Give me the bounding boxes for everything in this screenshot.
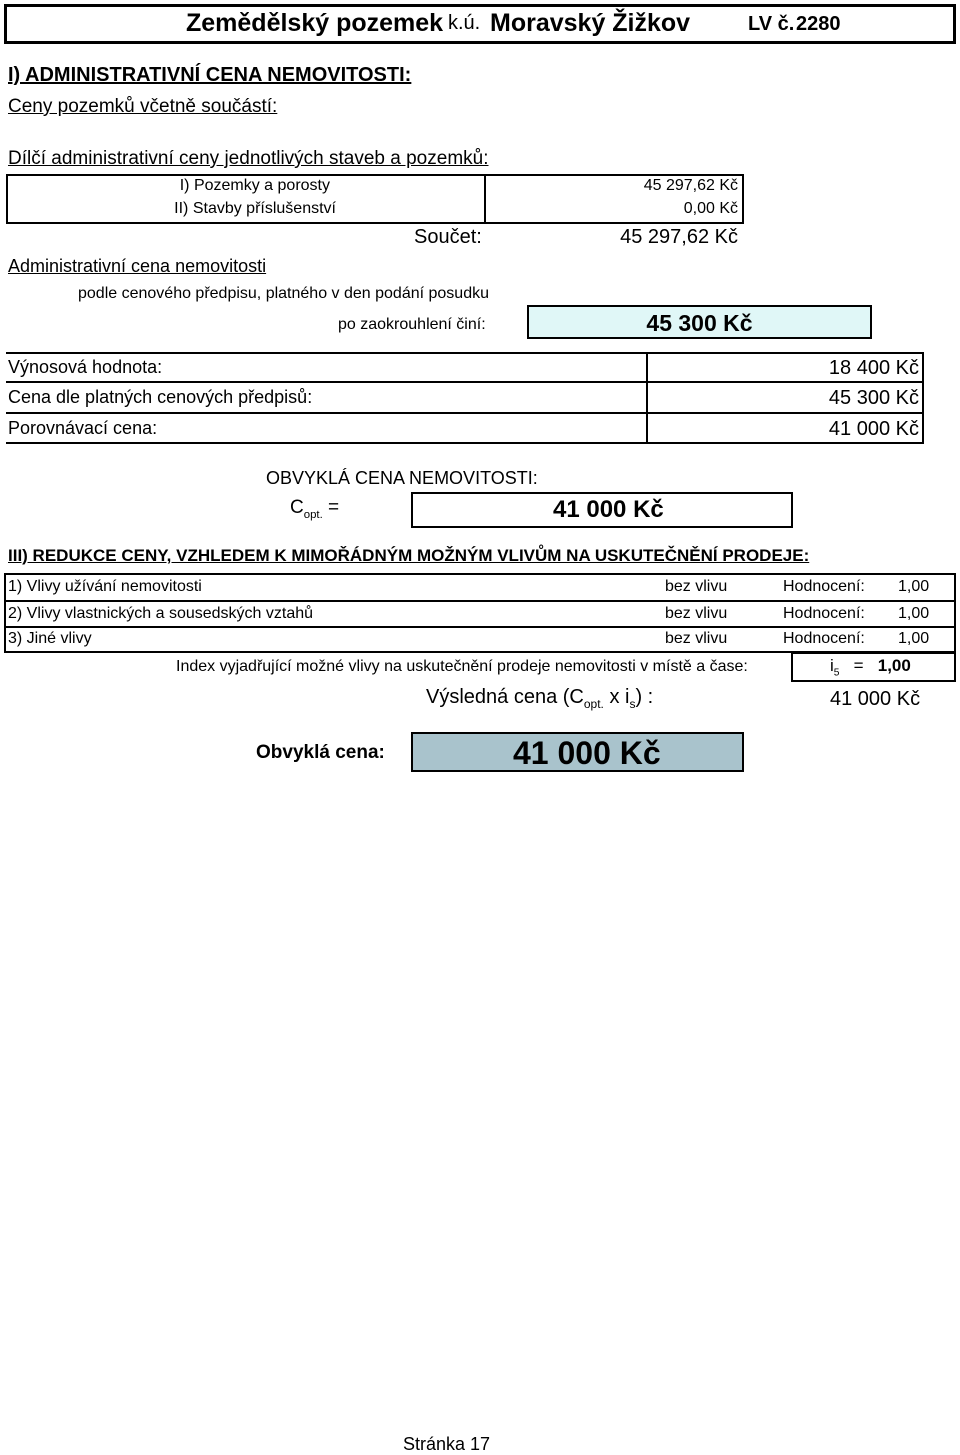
- page-number: Stránka 17: [403, 1434, 491, 1454]
- final-price-label: Obvyklá cena:: [256, 742, 385, 763]
- reduction-effect: bez vlivu: [665, 578, 728, 595]
- index-i: i: [830, 656, 834, 675]
- section3-heading: III) REDUKCE CENY, VZHLEDEM K MIMOŘÁDNÝM MOŽNÝM VLIVŮM NA USKUTEČNĚNÍ PRODEJE:: [8, 546, 810, 565]
- copt-eq: =: [328, 497, 340, 518]
- reduction-line-top: [4, 573, 956, 575]
- summary-label: Výnosová hodnota:: [8, 357, 163, 377]
- copt-label: [290, 497, 339, 521]
- result-suffix: ) :: [635, 686, 654, 708]
- summary-right: [922, 352, 924, 444]
- result-price-label: [426, 686, 653, 711]
- summary-line-1: [6, 381, 924, 383]
- summary-label: Cena dle platných cenových předpisů:: [8, 387, 313, 407]
- reduction-rating: 1,00: [898, 630, 930, 647]
- copt-value-box: [411, 492, 793, 528]
- copt-value: 41 000 Kč: [553, 496, 664, 523]
- sum-value: 45 297,62 Kč: [620, 226, 738, 248]
- summary-line-top: [6, 352, 924, 354]
- reduction-label: 3) Jiné vlivy: [8, 630, 92, 647]
- copt-sub: opt.: [303, 508, 323, 521]
- sum-label: Součet:: [414, 226, 482, 248]
- index-value: 1,00: [877, 656, 911, 675]
- final-price-box: [411, 732, 744, 772]
- admin-price-label: Administrativní cena nemovitosti: [8, 256, 267, 276]
- partial-table-divider: [484, 174, 486, 222]
- reduction-rating-label: Hodnocení:: [783, 605, 865, 622]
- partial-row-label: II) Stavby příslušenství: [174, 200, 336, 217]
- section1-heading: I) ADMINISTRATIVNÍ CENA NEMOVITOSTI:: [8, 64, 412, 86]
- header-lv-number: 2280: [796, 13, 841, 35]
- usual-price-heading: OBVYKLÁ CENA NEMOVITOSTI:: [266, 468, 538, 488]
- result-prefix: Výsledná cena (C: [426, 686, 584, 708]
- summary-value: 45 300 Kč: [828, 387, 919, 409]
- partial-table-bottom: [6, 222, 744, 224]
- summary-value: 18 400 Kč: [828, 357, 919, 379]
- header-lv-label: LV č.: [748, 13, 795, 35]
- rounding-label: po zaokrouhlení činí:: [338, 316, 486, 333]
- summary-line-2: [6, 412, 924, 414]
- result-mid: x i: [603, 686, 630, 708]
- partial-table-top: [6, 174, 744, 176]
- header-title: Zemědělský pozemek: [186, 9, 444, 37]
- partial-table-left: [6, 174, 8, 222]
- partial-row-value: 45 297,62 Kč: [643, 177, 738, 194]
- section1-subheading: Ceny pozemků včetně součástí:: [8, 96, 278, 117]
- final-price-value: 41 000 Kč: [513, 735, 661, 771]
- result-price-value: 41 000 Kč: [830, 688, 921, 710]
- reduction-label: 2) Vlivy vlastnických a sousedských vztahů: [8, 605, 314, 622]
- summary-divider: [646, 352, 648, 444]
- reduction-rating: 1,00: [898, 605, 930, 622]
- partial-prices-heading: Dílčí administrativní ceny jednotlivých staveb a pozemků:: [8, 148, 489, 169]
- index-label: Index vyjadřující možné vlivy na uskutečnění prodeje nemovitosti v místě a čase:: [176, 658, 748, 675]
- partial-row-label: I) Pozemky a porosty: [179, 177, 330, 194]
- result-sub1: opt.: [583, 697, 604, 711]
- summary-value: 41 000 Kč: [828, 418, 919, 440]
- header-ku-label: k.ú.: [448, 12, 481, 34]
- reduction-rating: 1,00: [898, 578, 930, 595]
- result-sub2: s: [629, 697, 636, 711]
- index-formula: [830, 656, 911, 678]
- reduction-effect: bez vlivu: [665, 630, 728, 647]
- reduction-line-1: [4, 600, 956, 602]
- admin-price-sublabel: podle cenového předpisu, platného v den podání posudku: [78, 285, 489, 302]
- copt-c: C: [290, 497, 304, 518]
- partial-table-right: [742, 174, 744, 222]
- reduction-left: [4, 573, 6, 653]
- index-sub: 5: [833, 667, 840, 679]
- reduction-rating-label: Hodnocení:: [783, 578, 865, 595]
- index-eq: =: [853, 656, 864, 675]
- summary-label: Porovnávací cena:: [8, 418, 158, 438]
- header-ku-name: Moravský Žižkov: [490, 9, 691, 37]
- summary-line-bottom: [6, 442, 924, 444]
- reduction-effect: bez vlivu: [665, 605, 728, 622]
- rounded-value-box: [527, 305, 872, 339]
- partial-row-value: 0,00 Kč: [683, 200, 738, 217]
- reduction-rating-label: Hodnocení:: [783, 630, 865, 647]
- reduction-line-2: [4, 626, 956, 628]
- rounded-value: 45 300 Kč: [646, 310, 753, 336]
- reduction-label: 1) Vlivy užívání nemovitosti: [8, 578, 202, 595]
- reduction-right: [954, 573, 956, 653]
